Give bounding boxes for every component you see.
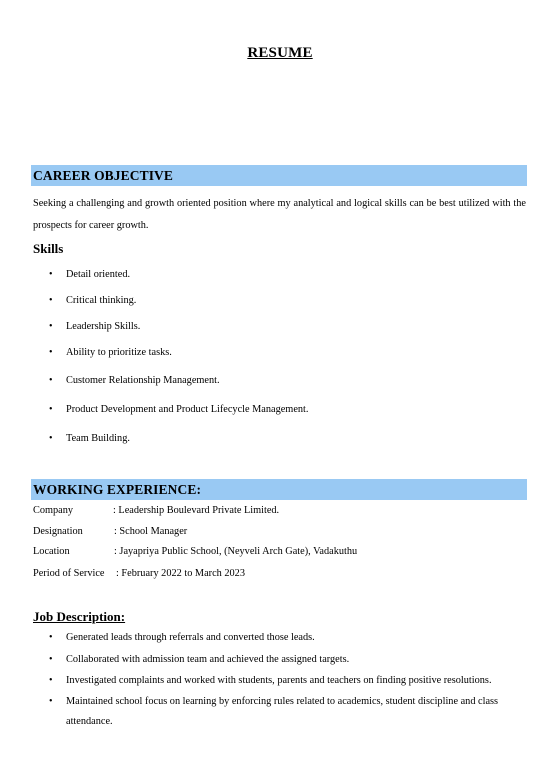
job-description-heading: Job Description:: [33, 609, 126, 624]
bullet-icon: •: [49, 269, 53, 280]
experience-value: : February 2022 to March 2023: [116, 568, 245, 579]
bullet-icon: •: [49, 433, 53, 444]
skill-item-text: Leadership Skills.: [66, 321, 141, 332]
bullet-icon: •: [49, 675, 53, 686]
experience-row-location: [33, 545, 358, 559]
career-objective-heading: CAREER OBJECTIVE: [31, 165, 527, 186]
experience-row-designation: [33, 525, 188, 539]
experience-label: Designation: [33, 526, 83, 537]
job-item-text: Investigated complaints and worked with students, parents and teachers on finding positive resolutions.: [66, 675, 492, 686]
bullet-icon: •: [49, 347, 53, 358]
skill-item-text: Team Building.: [66, 433, 130, 444]
experience-row-company: [33, 504, 280, 518]
bullet-icon: •: [49, 632, 53, 643]
experience-label: Period of Service: [33, 568, 105, 579]
bullet-icon: •: [49, 404, 53, 415]
bullet-icon: •: [49, 654, 53, 665]
experience-value: : Leadership Boulevard Private Limited.: [113, 505, 280, 516]
skill-item-text: Customer Relationship Management.: [66, 375, 220, 386]
experience-value: : School Manager: [114, 526, 188, 537]
skill-item-text: Critical thinking.: [66, 295, 137, 306]
skill-item-text: Ability to prioritize tasks.: [66, 347, 172, 358]
skill-item-text: Detail oriented.: [66, 269, 131, 280]
experience-value: : Jayapriya Public School, (Neyveli Arch Gate), Vadakuthu: [114, 546, 358, 557]
experience-label: Company: [33, 505, 74, 516]
experience-label: Location: [33, 546, 70, 557]
skill-item-text: Product Development and Product Lifecycle Management.: [66, 404, 309, 415]
skills-heading: Skills: [33, 241, 64, 256]
job-item-text: Generated leads through referrals and converted those leads.: [66, 632, 315, 643]
bullet-icon: •: [49, 696, 53, 707]
experience-row-period: [33, 567, 245, 581]
job-item-text: Maintained school focus on learning by enforcing rules related to academics, student discipline and class attendance.: [66, 696, 499, 727]
working-experience-heading: WORKING EXPERIENCE:: [31, 479, 527, 500]
bullet-icon: •: [49, 295, 53, 306]
job-item-text: Collaborated with admission team and achieved the assigned targets.: [66, 654, 350, 665]
career-objective-text: Seeking a challenging and growth oriented position where my analytical and logical skills can be best utilized with the prospects for career growth.: [33, 198, 526, 231]
bullet-icon: •: [49, 321, 53, 332]
page-title: RESUME: [247, 45, 313, 61]
bullet-icon: •: [49, 375, 53, 386]
